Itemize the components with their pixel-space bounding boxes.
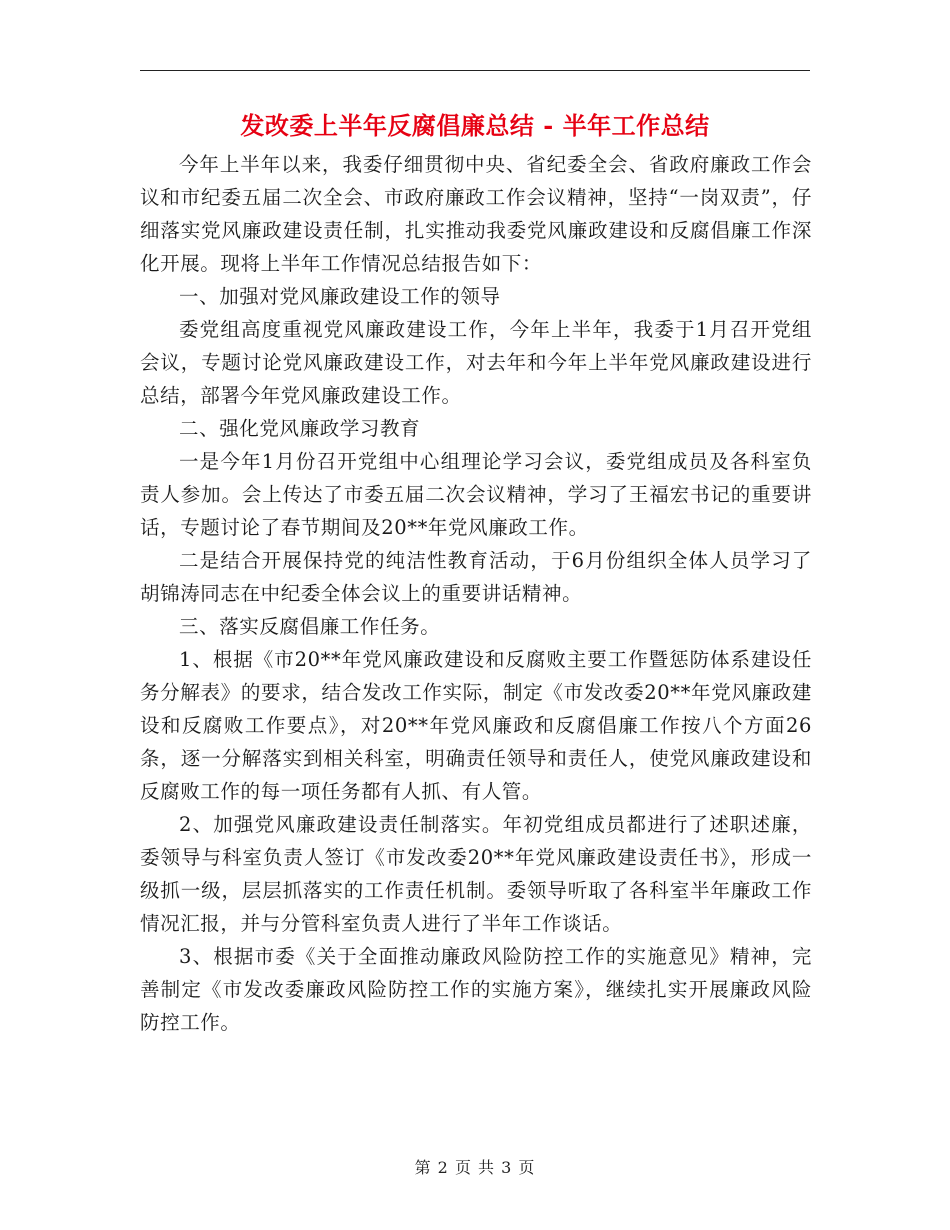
header-rule — [140, 70, 810, 71]
section-2-paragraph-1: 一是今年1月份召开党组中心组理论学习会议，委党组成员及各科室负责人参加。会上传达了市委五届二次会议精神，学习了王福宏书记的重要讲话，专题讨论了春节期间及20**年党风廉政工作。 — [140, 450, 812, 539]
document-body — [140, 148, 812, 1039]
page-number-footer: 第 2 页 共 3 页 — [414, 1158, 536, 1177]
section-1-paragraph: 委党组高度重视党风廉政建设工作，今年上半年，我委于1月召开党组会议，专题讨论党风廉政建设工作，对去年和今年上半年党风廉政建设进行总结，部署今年党风廉政建设工作。 — [140, 318, 812, 407]
section-3-item-2: 2、加强党风廉政建设责任制落实。年初党组成员都进行了述职述廉，委领导与科室负责人签订《市发改委20**年党风廉政建设责任书》，形成一级抓一级，层层抓落实的工作责任机制。委领导听取了各科室半年廉政工作情况汇报，并与分管科室负责人进行了半年工作谈话。 — [140, 813, 812, 935]
section-heading-2: 二、强化党风廉政学习教育 — [179, 417, 421, 440]
section-heading-3: 三、落实反腐倡廉工作任务。 — [179, 615, 441, 638]
section-2-paragraph-2: 二是结合开展保持党的纯洁性教育活动，于6月份组织全体人员学习了胡锦涛同志在中纪委全体会议上的重要讲话精神。 — [140, 549, 812, 605]
section-3-item-3: 3、根据市委《关于全面推动廉政风险防控工作的实施意见》精神，完善制定《市发改委廉政风险防控工作的实施方案》，继续扎实开展廉政风险防控工作。 — [140, 945, 812, 1034]
section-3-item-1: 1、根据《市20**年党风廉政建设和反腐败主要工作暨惩防体系建设任务分解表》的要求，结合发改工作实际，制定《市发改委20**年党风廉政建设和反腐败工作要点》，对20**年党风廉政和反腐倡廉工作按八个方面26条，逐一分解落实到相关科室，明确责任领导和责任人，使党风廉政建设和反腐败工作的每一项任务都有人抓、有人管。 — [140, 648, 812, 803]
intro-paragraph: 今年上半年以来，我委仔细贯彻中央、省纪委全会、省政府廉政工作会议和市纪委五届二次全会、市政府廉政工作会议精神，坚持“一岗双责”，仔细落实党风廉政建设责任制，扎实推动我委党风廉政建设和反腐倡廉工作深化开展。现将上半年工作情况总结报告如下： — [140, 153, 812, 275]
document-title: 发改委上半年反腐倡廉总结 - 半年工作总结 — [240, 111, 710, 140]
section-heading-1: 一、加强对党风廉政建设工作的领导 — [179, 285, 501, 308]
